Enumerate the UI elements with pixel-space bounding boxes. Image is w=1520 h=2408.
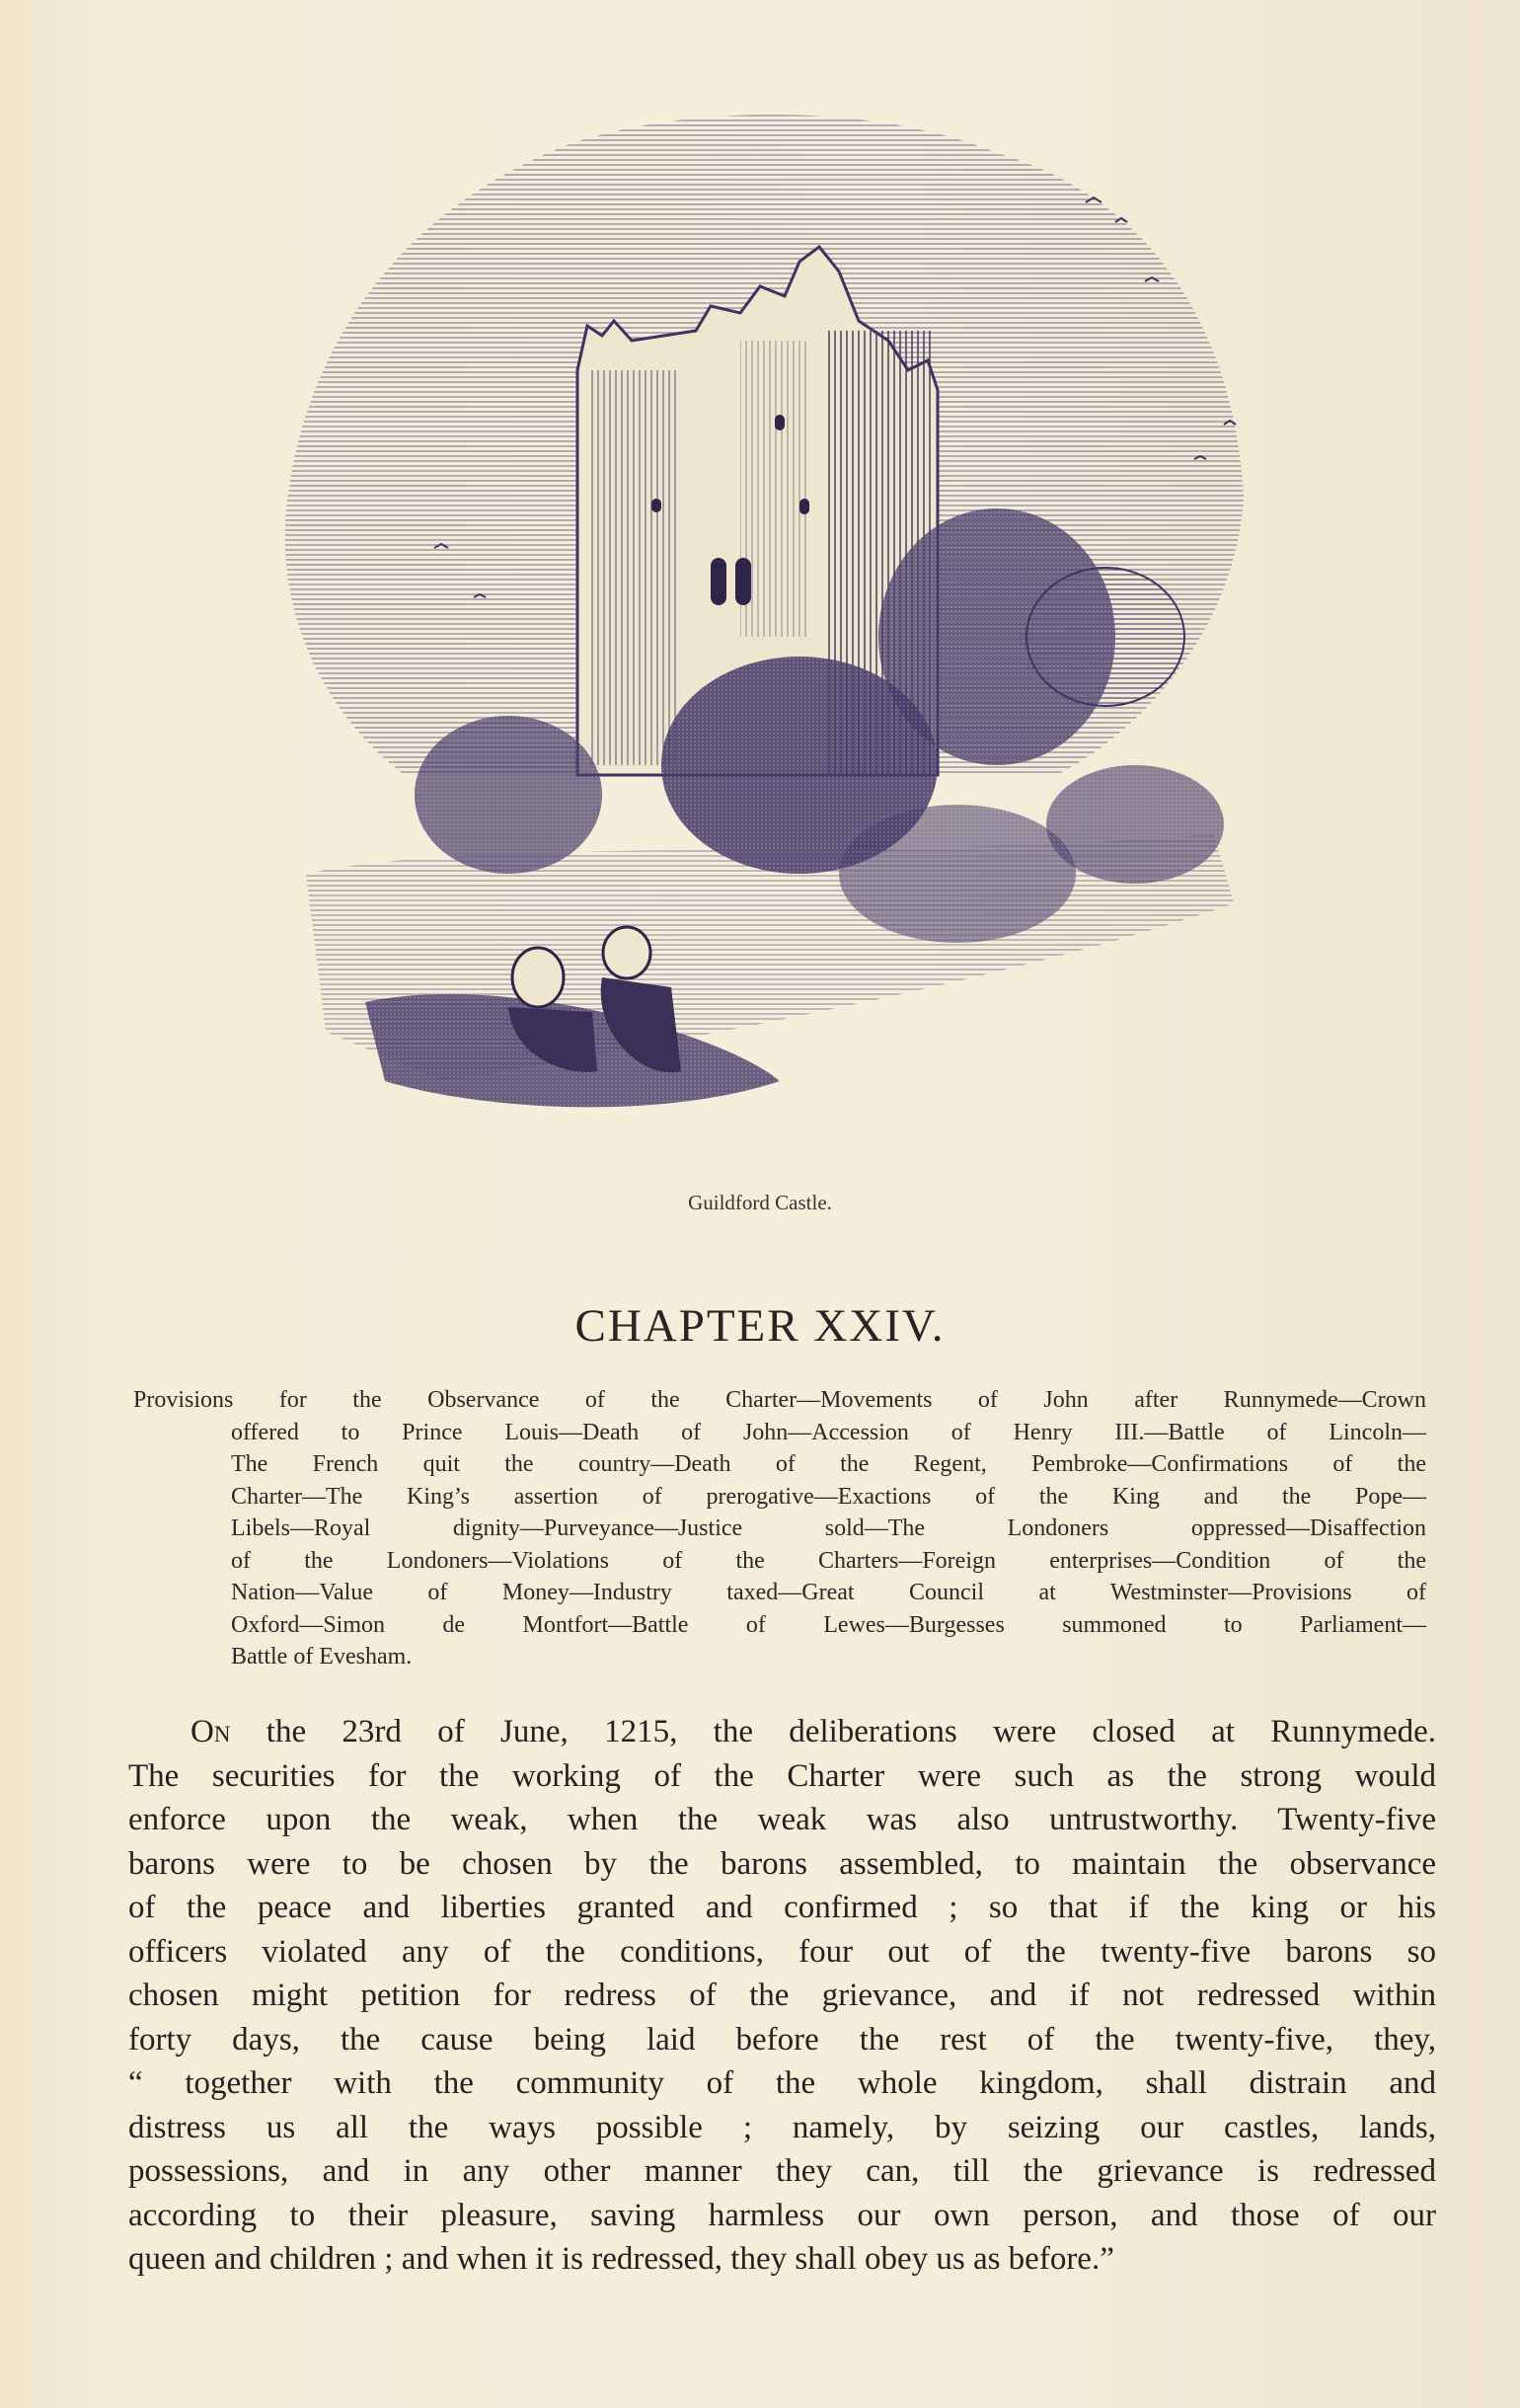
chapter-synopsis: [133, 1384, 1426, 1673]
body-line: distress us all the ways possible ; namely, by seizing our castles, lands,: [128, 2109, 1436, 2145]
illustration-caption: Guildford Castle.: [688, 1191, 832, 1214]
synopsis-line: of the Londoners—Violations of the Charters—Foreign enterprises—Condition of the: [231, 1547, 1426, 1574]
body-line: “ together with the community of the whole kingdom, shall distrain and: [128, 2065, 1436, 2101]
body-line: chosen might petition for redress of the grievance, and if not redressed within: [128, 1978, 1436, 2013]
synopsis-line: Oxford—Simon de Montfort—Battle of Lewes—Burgesses summoned to Parliament—: [231, 1611, 1426, 1638]
synopsis-line: Battle of Evesham.: [231, 1644, 413, 1670]
body-line: forty days, the cause being laid before the rest of the twenty-five, they,: [128, 2021, 1436, 2058]
body-line: officers violated any of the conditions, four out of the twenty-five barons so: [128, 1933, 1436, 1970]
body-paragraph: [128, 1710, 1436, 2282]
body-line: possessions, and in any other manner they can, till the grievance is redressed: [128, 2153, 1436, 2189]
synopsis-line: Libels—Royal dignity—Purveyance—Justice sold—The Londoners oppressed—Disaffection: [231, 1515, 1426, 1541]
ground: [306, 834, 1234, 1107]
body-line: enforce upon the weak, when the weak was also untrustworthy. Twenty-five: [128, 1802, 1436, 1837]
synopsis-line: Charter—The King’s assertion of prerogative—Exactions of the King and the Pope—: [231, 1483, 1426, 1510]
body-line: according to their pleasure, saving harmless our own person, and those of our: [128, 2197, 1436, 2233]
synopsis-line: The French quit the country—Death of the Regent, Pembroke—Confirmations of the: [231, 1451, 1426, 1477]
synopsis-line: Provisions for the Observance of the Charter—Movements of John after Runnymede—Crown: [133, 1387, 1426, 1413]
body-first-line-rest: the 23rd of June, 1215, the deliberations were closed at Runnymede.: [230, 1714, 1436, 1749]
guildford-castle-engraving: [247, 84, 1293, 1180]
synopsis-line: offered to Prince Louis—Death of John—Accession of Henry III.—Battle of Lincoln—: [231, 1419, 1426, 1445]
body-line: of the peace and liberties granted and confirmed ; so that if the king or his: [128, 1890, 1436, 1925]
body-line: queen and children ; and when it is redressed, they shall obey us as before.”: [128, 2241, 1114, 2277]
synopsis-line: Nation—Value of Money—Industry taxed—Great Council at Westminster—Provisions of: [231, 1580, 1426, 1605]
chapter-title: CHAPTER XXIV.: [574, 1300, 946, 1352]
body-line: barons were to be chosen by the barons assembled, to maintain the observance: [128, 1845, 1436, 1882]
body-first-word: On: [190, 1714, 231, 1749]
body-line: [128, 1710, 1436, 1754]
body-line: The securities for the working of the Charter were such as the strong would: [128, 1757, 1436, 1794]
